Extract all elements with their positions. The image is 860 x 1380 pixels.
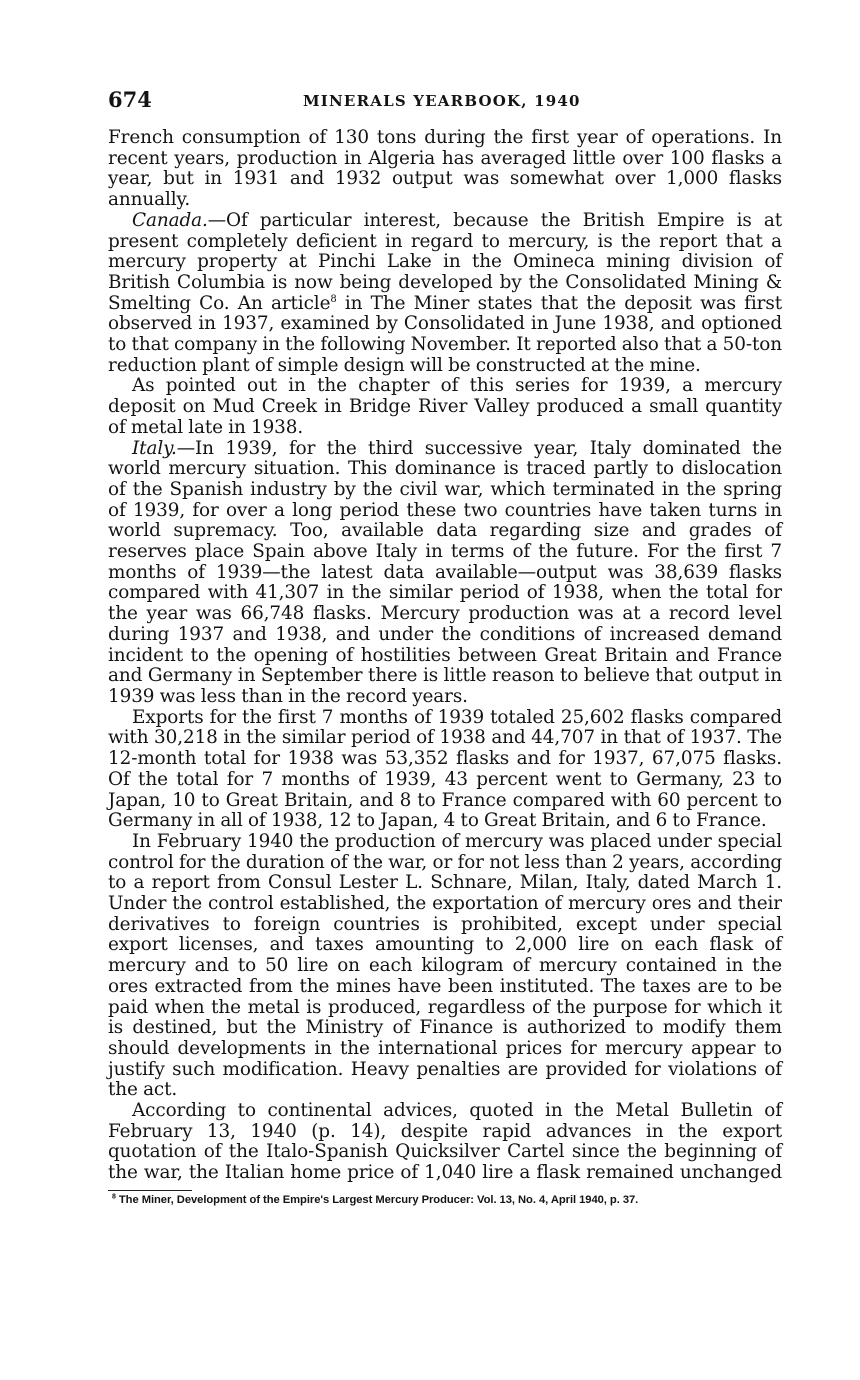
page-number: 674 bbox=[108, 87, 152, 112]
paragraph-canada-text-a: —Of particular interest, because the British Empire is at present completely deficient in regard to mercury, is the report that a mercury property at Pinchi Lake in the Omineca mining division of British Columbia is now being developed by the Consolidated Mining & Smelting Co. An article bbox=[108, 209, 782, 314]
paragraph-italy bbox=[108, 439, 782, 708]
running-title: MINERALS YEARBOOK, 1940 bbox=[303, 92, 581, 110]
paragraph-italy-text: —In 1939, for the third successive year, Italy dominated the world mercury situation. This dominance is traced partly to dislocation of the Spanish industry by the civil war, which terminated in the spring of 1939, for over a long period these two countries have taken turns in world supremacy. Too, available data regarding size and grades of reserves place Spain above Italy in terms of the future. For the first 7 months of 1939—the latest data available—output was 38,639 flasks compared with 41,307 in the similar period of 1938, when the total for the year was 66,748 flasks. Mercury production was at a record level during 1937 and 1938, and under the conditions of increased demand incident to the opening of hostilities between Great Britain and France and Germany in September there is little reason to believe that output in 1939 was less than in the record years. bbox=[108, 437, 782, 707]
paragraph-control: In February 1940 the production of mercury was placed under special control for the duration of the war, or for not less than 2 years, according to a report from Consul Lester L. Schnare, Milan, Italy, dated March 1. Under the control established, the exportation of mercury ores and their derivatives to foreign countries is prohibited, except under special export licenses, and taxes amounting to 2,000 lire on each flask of mercury and to 50 lire on each kilogram of mercury contained in the ores extracted from the mines have been instituted. The taxes are to be paid when the metal is produced, regardless of the purpose for which it is destined, but the Ministry of Finance is authorized to modify them should developments in the international prices for mercury appear to justify such modification. Heavy penalties are provided for violations of the act. bbox=[108, 830, 782, 1101]
section-lead-in-italy: Italy. bbox=[132, 437, 177, 459]
footnote-divider bbox=[108, 1190, 192, 1191]
paragraph-canada-text-b: in The Miner states that the deposit was first observed in 1937, examined by Consolidated in June 1938, and optioned to that company in the following November. It reported also that a 50-ton reduction plant of simple design will be constructed at the mine. bbox=[108, 292, 782, 376]
paragraph-canada bbox=[108, 211, 782, 377]
paragraph-prices: According to continental advices, quoted in the Metal Bulletin of February 13, 1940 (p. 14), despite rapid advances in the export quotation of the Italo-Spanish Quicksilver Cartel since the beginning of the war, the Italian home price of 1,040 lire a flask remained unchanged bbox=[108, 1100, 782, 1184]
footnote-reference: 8 bbox=[330, 293, 337, 305]
body-text bbox=[108, 128, 782, 1184]
running-header bbox=[108, 86, 782, 116]
paragraph-algeria-continued: French consumption of 130 tons during the first year of operations. In recent years, production in Algeria has averaged little over 100 flasks a year, but in 1931 and 1932 output was somewhat over 1,000 flasks annually. bbox=[108, 127, 782, 211]
footnote bbox=[108, 1193, 782, 1208]
footnote-marker: 8 bbox=[112, 1193, 116, 1201]
paragraph-mud-creek: As pointed out in the chapter of this series for 1939, a mercury deposit on Mud Creek in Bridge River Valley produced a small quantity of metal late in 1938. bbox=[108, 375, 782, 438]
footnote-text: The Miner, Development of the Empire's Largest Mercury Producer: Vol. 13, No. 4, April 1940, p. 37. bbox=[115, 1193, 639, 1206]
section-lead-in-canada: Canada. bbox=[132, 209, 208, 231]
paragraph-exports: Exports for the first 7 months of 1939 totaled 25,602 flasks compared with 30,218 in the similar period of 1938 and 44,707 in that of 1937. The 12-month total for 1938 was 53,352 flasks and for 1937, 67,075 flasks. Of the total for 7 months of 1939, 43 percent went to Germany, 23 to Japan, 10 to Great Britain, and 8 to France compared with 60 percent to Germany in all of 1938, 12 to Japan, 4 to Great Britain, and 6 to France. bbox=[108, 706, 782, 832]
document-page bbox=[108, 86, 782, 1208]
